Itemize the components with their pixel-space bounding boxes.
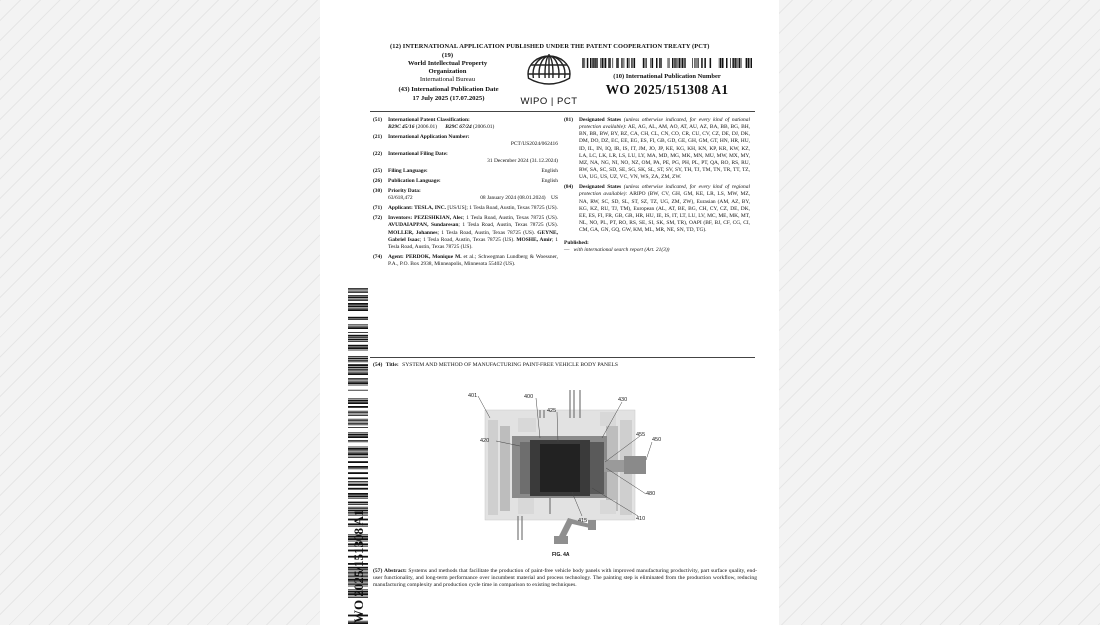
left-strip-inner	[500, 426, 510, 511]
barcode-bar	[646, 58, 647, 68]
barcode-bar	[584, 58, 585, 68]
barcode-bar	[669, 58, 670, 68]
barcode-bar	[682, 58, 684, 68]
pub-date: 17 July 2025 (17.07.2025)	[412, 94, 485, 102]
barcode-bar	[622, 58, 623, 68]
barcode-bar	[605, 58, 607, 68]
barcode-bar	[685, 58, 686, 68]
bottom-block-left	[518, 498, 534, 514]
barcode-bar	[701, 58, 703, 68]
barcode-bar	[609, 58, 611, 68]
barcode-bar	[348, 379, 368, 380]
barcode-bar	[348, 303, 368, 305]
top-barcode	[582, 58, 752, 68]
barcode-bar	[697, 58, 698, 68]
patent-page	[320, 0, 779, 625]
barcode-bar	[348, 345, 368, 347]
barcode-bar	[629, 58, 630, 68]
barcode-bar	[595, 58, 597, 68]
wipo-globe-icon	[516, 50, 582, 96]
barcode-bar	[348, 367, 368, 369]
barcode-bar	[348, 317, 368, 319]
pub-number: WO 2025/151308 A1	[605, 82, 729, 97]
barcode-bar	[348, 324, 368, 325]
ref-455: 455	[636, 432, 646, 438]
barcode-bar	[741, 58, 742, 68]
barcode-bar	[348, 347, 368, 349]
barcode-bar	[732, 58, 734, 68]
pub-date-label: (43) International Publication Date	[398, 86, 499, 93]
barcode-bar	[734, 58, 736, 68]
bottom-block-right	[600, 500, 616, 514]
barcode-bar	[600, 58, 601, 68]
barcode-bar	[720, 58, 722, 68]
patent-drawing-fig-4a	[440, 388, 685, 563]
barcode-bar	[681, 58, 682, 68]
barcode-bar	[726, 58, 728, 68]
barcode-bar	[738, 58, 739, 68]
barcode-bar	[348, 335, 368, 337]
barcode-bar	[612, 58, 613, 68]
barcode-bar	[650, 58, 651, 68]
barcode-bar	[590, 58, 592, 68]
barcode-bar	[348, 305, 368, 307]
barcode-bar	[583, 58, 584, 68]
barcode-bar	[710, 58, 712, 68]
injection-unit-450	[624, 456, 646, 474]
ref-450: 450	[652, 437, 662, 443]
barcode-bar	[736, 58, 737, 68]
barcode-bar	[627, 58, 629, 68]
field-classification: (51) International Patent Classification: B29C 45/16 (2006.01) B29C 67/24 (2006.01)	[373, 117, 495, 131]
barcode-bar	[678, 58, 679, 68]
barcode-bar	[348, 319, 368, 320]
barcode-bar	[616, 58, 617, 68]
barcode-bar	[348, 350, 368, 351]
side-publication-number: WO 2025/151308 A1	[351, 509, 366, 623]
barcode-bar	[348, 381, 368, 382]
barcode-bar	[674, 58, 675, 68]
barcode-bar	[348, 296, 368, 298]
barcode-bar	[348, 291, 368, 292]
barcode-bar	[348, 364, 368, 366]
field-priority-data: (30) Priority Data: 63/618,472 08 January 2024 (08.01.2024) US	[373, 188, 558, 202]
field-application-number: (21) International Application Number: PCT/US2024/062416	[373, 134, 558, 148]
barcode-bar	[348, 360, 368, 361]
barcode-bar	[348, 378, 368, 379]
barcode-bar	[730, 58, 731, 68]
barcode-bar	[621, 58, 622, 68]
field-filing-language: (25) Filing Language: English	[373, 168, 558, 175]
barcode-bar	[631, 58, 632, 68]
nozzle-455	[604, 460, 624, 472]
barcode-bar	[348, 295, 368, 296]
barcode-bar	[348, 382, 368, 384]
ref-480: 480	[646, 491, 656, 497]
barcode-bar	[634, 58, 636, 68]
ref-400: 400	[524, 394, 534, 400]
barcode-bar	[348, 385, 368, 386]
barcode-bar	[750, 58, 751, 68]
platen-420	[520, 442, 530, 494]
top-block-right	[600, 412, 616, 426]
wipo-logo-text: WIPO | PCT	[520, 96, 578, 107]
field-filing-date: (22) International Filing Date: 31 December 2024 (31.12.2024)	[373, 151, 558, 165]
barcode-bar	[608, 58, 609, 68]
barcode-bar	[348, 370, 368, 371]
barcode-bar	[348, 341, 368, 342]
field-publication-language: (26) Publication Language: English	[373, 178, 558, 185]
barcode-bar	[348, 358, 368, 360]
publication-number-block	[582, 73, 752, 98]
ref-401: 401	[468, 393, 478, 399]
barcode-bar	[597, 58, 598, 68]
barcode-bar	[617, 58, 619, 68]
bibliographic-right-column	[564, 117, 750, 257]
ref-410: 410	[636, 516, 646, 522]
barcode-bar	[672, 58, 674, 68]
bibliographic-left-column	[373, 117, 558, 271]
barcode-bar	[656, 58, 658, 68]
barcode-bar	[592, 58, 593, 68]
barcode-bar	[739, 58, 741, 68]
barcode-bar	[348, 361, 368, 362]
abstract-block: (57) Abstract: Systems and methods that facilitate the production of paint-free vehicle body panels with improved manufacturing productivity, part surface quality, end-user functionality, and long-term performance over incumbent material and process technology. The painting step is eliminated from the production workflow, reducing manufacturing complexity and production cycle time in comparison to existing techniques.	[373, 568, 757, 589]
barcode-bar	[604, 58, 605, 68]
barcode-bar	[751, 58, 752, 68]
barcode-bar	[719, 58, 720, 68]
ref-430: 430	[618, 397, 628, 403]
top-block-left	[518, 418, 536, 432]
ref-415: 415	[578, 518, 588, 524]
org-sub: International Bureau	[419, 76, 476, 83]
barcode-bar	[675, 58, 676, 68]
barcode-bar	[684, 58, 685, 68]
field-designated-regional: (84) Designated States (unless otherwise indicated, for every kind of regional protection available): ARIPO (BW, CV, GH, GM, KE, LR, LS, MW, MZ, NA, RW, SC, SD, SL, ST, SZ, TZ, UG, ZM, ZW), Eurasian (AM, AZ, BY, KG, KZ, RU, TJ, TM), European (AL, AT, BE, BG, CH, CY, CZ, DE, DK, EE, ES, FI, FR, GB, GR, HR, HU, IE, IS, IT, LT, LU, LV, MC, ME, MK, MT, NL, NO, PL, PT, RO, RS, SE, SI, SK, SM, TR), OAPI (BF, BJ, CF, CG, CI, CM, GA, GN, GQ, GW, KM, ML, MR, NE, SN, TD, TG).	[564, 184, 750, 234]
wipo-logo	[516, 50, 582, 107]
barcode-bar	[661, 58, 662, 68]
barcode-bar	[348, 327, 368, 329]
barcode-bar	[348, 373, 368, 375]
ref-425: 425	[547, 408, 557, 414]
barcode-bar	[348, 337, 368, 338]
ref-420: 420	[480, 438, 490, 444]
barcode-bar	[348, 332, 368, 333]
barcode-bar	[692, 58, 693, 68]
publication-date-block	[386, 86, 511, 103]
barcode-bar	[694, 58, 695, 68]
barcode-bar	[652, 58, 654, 68]
barcode-bar	[659, 58, 661, 68]
header-divider	[370, 111, 755, 112]
barcode-bar	[348, 398, 368, 399]
organization-block	[390, 52, 505, 84]
barcode-bar	[668, 58, 669, 68]
org-name: World Intellectual Property Organization	[407, 60, 488, 75]
barcode-bar	[348, 372, 368, 373]
barcode-bar	[348, 299, 368, 300]
barcode-bar	[698, 58, 699, 68]
field-designated-national: (81) Designated States (unless otherwise indicated, for every kind of national protection available): AE, AG, AL, AM, AO, AT, AU, AZ, BA, BB, BG, BH, BN, BR, BW, BY, BZ, CA, CH, CL, CN, CO, CR, CU, CV, CZ, DE, DJ, DK, DM, DO, DZ, EC, EE, EG, ES, FI, GB, GD, GE, GH, GM, GT, HN, HR, HU, ID, IL, IN, IQ, IR, IS, IT, JM, JO, JP, KE, KG, KH, KN, KP, KR, KW, KZ, LA, LC, LK, LR, LS, LU, LY, MA, MD, MG, MK, MN, MU, MW, MX, MY, MZ, NA, NG, NI, NO, NZ, OM, PA, PE, PG, PH, PL, PT, QA, RO, RS, RU, RW, SA, SC, SD, SE, SG, SK, SL, ST, SV, SY, TH, TJ, TM, TN, TR, TT, TZ, UA, UG, US, UZ, VC, VN, WS, ZA, ZM, ZW.	[564, 117, 751, 181]
barcode-bar	[624, 58, 625, 68]
barcode-bar	[348, 339, 368, 341]
figure-caption: FIG. 4A	[552, 552, 570, 558]
field-published: Published: — with international search report (Art. 21(3))	[564, 240, 670, 254]
barcode-bar	[679, 58, 681, 68]
barcode-bar	[348, 308, 368, 309]
barcode-bar	[348, 356, 368, 357]
barcode-bar	[676, 58, 677, 68]
barcode-bar	[348, 390, 368, 391]
barcode-bar	[348, 292, 368, 293]
barcode-bar	[643, 58, 645, 68]
left-strip-outer	[488, 420, 498, 515]
field-applicant: (71) Applicant: TESLA, INC. [US/US]; 1 Tesla Road, Austin, Texas 78725 (US).	[373, 205, 558, 212]
invention-title: (54) Title: SYSTEM AND METHOD OF MANUFACTURING PAINT-FREE VEHICLE BODY PANELS	[373, 362, 618, 368]
barcode-bar	[602, 58, 604, 68]
title-divider	[370, 357, 755, 358]
barcode-bar	[748, 58, 750, 68]
barcode-bar	[587, 58, 589, 68]
barcode-bar	[645, 58, 646, 68]
mold-core	[540, 444, 580, 492]
barcode-bar	[582, 58, 583, 68]
platen-430	[590, 442, 604, 494]
barcode-bar	[696, 58, 697, 68]
field-inventors: (72) Inventors: PEZESHKIAN, Alec; 1 Tesla Road, Austin, Texas 78725 (US). AVUDAIAPPAN, Sundaresan; 1 Tesla Road, Austin, Texas 78725 (US). MOLLER, Johannes; 1 Tesla Road, Austin, Texas 78725 (US). GEYNE, Gabriel Isaac; 1 Tesla Road, Austin, Texas 78725 (US). MOSHE, Amir; 1 Tesla Road, Austin, Texas 78725 (US).	[373, 215, 559, 250]
barcode-bar	[746, 58, 748, 68]
barcode-bar	[704, 58, 706, 68]
pct-header-line: (12) INTERNATIONAL APPLICATION PUBLISHED UNDER THE PATENT COOPERATION TREATY (PCT)	[390, 43, 710, 50]
barcode-bar	[348, 400, 368, 402]
barcode-bar	[348, 288, 368, 289]
barcode-bar	[632, 58, 633, 68]
pub-number-label: (10) International Publication Number	[613, 73, 721, 80]
robot-arm	[554, 518, 596, 544]
barcode-bar	[348, 369, 368, 370]
barcode-bar	[348, 309, 368, 311]
barcode-bar	[593, 58, 595, 68]
org-code: (19)	[441, 52, 454, 59]
barcode-bar	[348, 289, 368, 290]
field-agent: (74) Agent: PERDOK, Monique M. et al.; Schwegman Lundberg & Woessner, P.A., P.O. Box 2938, Minneapolis, Minnesota 55402 (US).	[373, 253, 558, 268]
barcode-bar	[722, 58, 724, 68]
barcode-bar	[348, 300, 368, 301]
barcode-bar	[348, 326, 368, 327]
